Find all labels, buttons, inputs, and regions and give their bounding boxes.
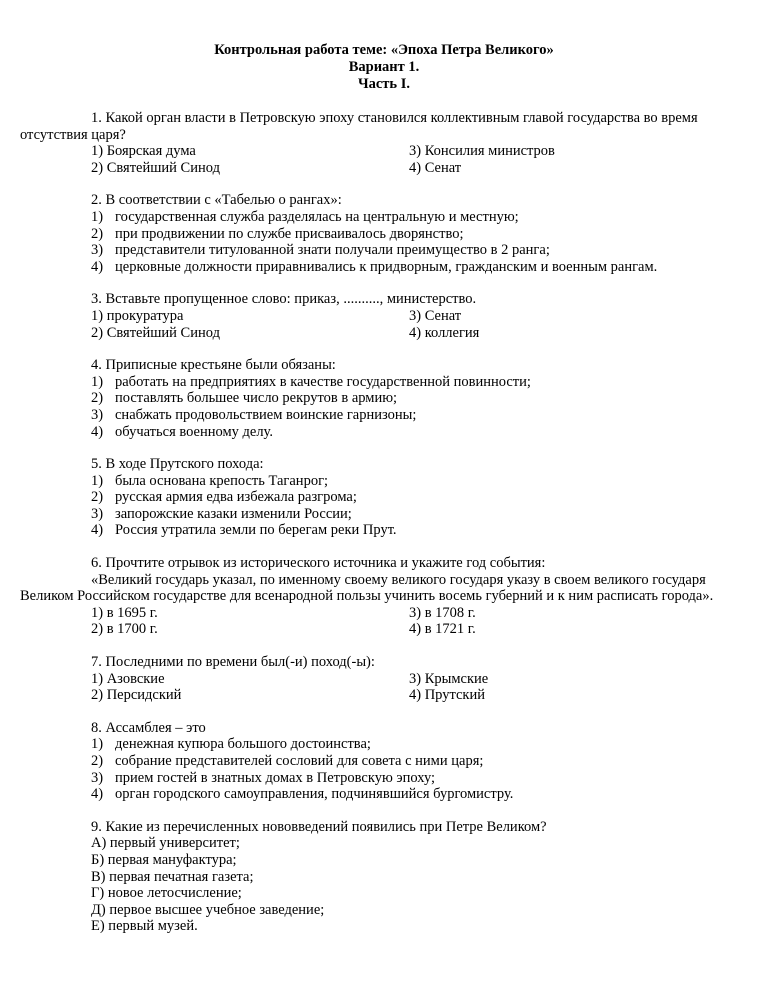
options-row (20, 671, 750, 688)
option: 3) Крымские (409, 670, 489, 687)
options-row (20, 308, 750, 325)
option (91, 407, 750, 424)
option-number: 3) (91, 505, 104, 522)
options-row (20, 605, 750, 622)
option: 1) прокуратура (91, 307, 184, 324)
part-label: Часть I. (357, 76, 410, 92)
option (91, 374, 750, 391)
option-number: 4) (91, 786, 104, 803)
option: 4) Сенат (409, 159, 462, 176)
option-text: собрание представителей сословий для совета с ними царя; (115, 753, 484, 769)
options-row (20, 143, 750, 160)
question-text: 2. В соответствии с «Табелью о рангах»: (91, 192, 342, 209)
option-number: 4) (91, 258, 104, 275)
option-text: государственная служба разделялась на центральную и местную; (115, 208, 519, 225)
option: 2) Персидский (91, 687, 182, 704)
question-2 (20, 192, 750, 275)
question-4 (20, 357, 750, 440)
option-number: 2) (91, 489, 104, 506)
option: 4) Прутский (409, 687, 485, 704)
option (91, 506, 750, 523)
options-row (20, 160, 750, 177)
option (91, 489, 750, 506)
question-text: 5. В ходе Прутского похода: (91, 456, 264, 473)
option-number: 2) (91, 753, 104, 769)
option: Д) первое высшее учебное заведение; (91, 901, 325, 918)
question-text: 4. Приписные крестьяне были обязаны: (91, 357, 336, 374)
option-number: 4) (91, 522, 104, 539)
option (91, 770, 750, 787)
option-text: при продвижении по службе присваивалось дворянство; (115, 225, 464, 242)
option-number: 1) (91, 736, 104, 753)
options-row (20, 621, 750, 638)
option-text: прием гостей в знатных домах в Петровскую эпоху; (115, 769, 436, 786)
option (91, 786, 750, 803)
option: 2) в 1700 г. (91, 621, 158, 638)
question-text: 9. Какие из перечисленных нововведений появились при Петре Великом? (91, 818, 547, 835)
options-row (20, 325, 750, 342)
source-quote: «Великий государь указал, по именному своему великого государя указу в своем великого государя Великом Российском государстве для всенародной пользы учинить восемь губерний и к ним расписать города». (20, 571, 714, 605)
option-number: 3) (91, 769, 104, 786)
option-text: запорожские казаки изменили России; (115, 505, 352, 522)
question-text: 3. Вставьте пропущенное слово: приказ, .........., министерство. (91, 291, 477, 308)
options-list (20, 473, 750, 539)
option: 1) Азовские (91, 670, 165, 687)
option-text: была основана крепость Таганрог; (115, 472, 329, 489)
option: 4) в 1721 г. (409, 621, 476, 638)
option-number: 3) (91, 242, 104, 259)
option: Г) новое летосчисление; (91, 885, 242, 902)
option: 3) Сенат (409, 307, 462, 324)
option-text: церковные должности приравнивались к придворным, гражданским и военным рангам. (115, 258, 658, 275)
question-text: 8. Ассамблея – это (91, 719, 206, 736)
option-text: обучаться военному делу. (115, 423, 273, 440)
option-text: представители титулованной знати получали преимущество в 2 ранга; (115, 242, 550, 259)
question-text: 7. Последними по времени был(-и) поход(-ы): (91, 654, 375, 671)
option (91, 259, 750, 276)
question-9 (20, 819, 750, 935)
option: 1) Боярская дума (91, 143, 196, 160)
option (91, 424, 750, 441)
option-number: 4) (91, 423, 104, 440)
option: Б) первая мануфактура; (91, 851, 237, 868)
option-text: работать на предприятиях в качестве государственной повинности; (115, 373, 531, 390)
option (91, 390, 750, 407)
question-3 (20, 291, 750, 341)
option (91, 226, 750, 243)
option-number: 1) (91, 208, 104, 225)
option-number: 3) (91, 406, 104, 423)
option: 1) в 1695 г. (91, 604, 158, 621)
option: 3) Консилия министров (409, 143, 555, 160)
option: В) первая печатная газета; (91, 868, 254, 885)
option (91, 753, 750, 770)
option: 3) в 1708 г. (409, 604, 476, 621)
option (91, 522, 750, 539)
question-text: 6. Прочтите отрывок из исторического источника и укажите год события: (91, 555, 546, 572)
question-text: 1. Какой орган власти в Петровскую эпоху становился коллективным главой государства во время отсутствия царя? (20, 110, 698, 143)
option: 2) Святейший Синод (91, 324, 220, 341)
questions (20, 110, 750, 951)
option (91, 736, 750, 753)
options-list (20, 209, 750, 275)
options-list (20, 736, 750, 802)
option (91, 242, 750, 259)
option-number: 1) (91, 472, 104, 489)
option-text: Россия утратила земли по берегам реки Прут. (115, 522, 397, 539)
option-number: 2) (91, 225, 104, 242)
question-7 (20, 654, 750, 704)
option-text: денежная купюра большого достоинства; (115, 736, 371, 753)
option (91, 209, 750, 226)
question-8 (20, 720, 750, 803)
option-text: орган городского самоуправления, подчинявшийся бургомистру. (115, 786, 514, 803)
option-text: снабжать продовольствием воинские гарнизоны; (115, 406, 417, 423)
option: А) первый университет; (91, 835, 240, 852)
option-number: 2) (91, 390, 104, 407)
option: Е) первый музей. (91, 918, 198, 935)
document-header (0, 42, 768, 93)
options-row (20, 687, 750, 704)
option (91, 473, 750, 490)
option-text: русская армия едва избежала разгрома; (115, 489, 357, 506)
option: 2) Святейший Синод (91, 159, 220, 176)
document-title: Контрольная работа теме: «Эпоха Петра Великого» (214, 42, 554, 58)
options-list (20, 374, 750, 440)
variant-label: Вариант 1. (348, 59, 420, 75)
option: 4) коллегия (409, 324, 480, 341)
option-text: поставлять большее число рекрутов в армию; (115, 390, 398, 407)
question-6 (20, 555, 750, 638)
question-5 (20, 456, 750, 539)
question-1 (20, 110, 750, 176)
option-number: 1) (91, 373, 104, 390)
